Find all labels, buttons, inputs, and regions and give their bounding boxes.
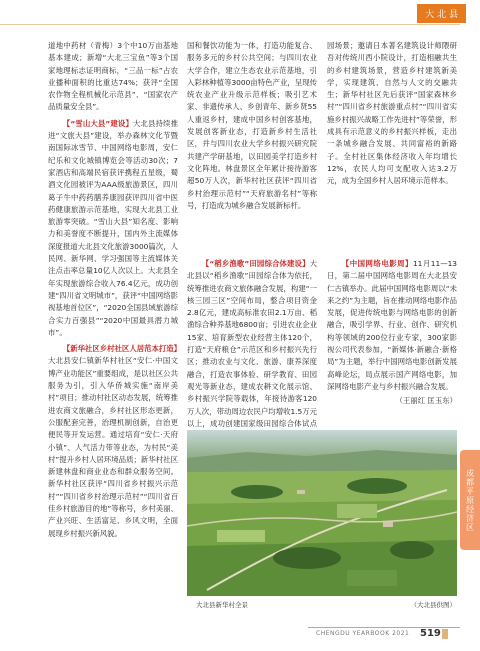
section-header-label: 大 北 县 [417,4,466,23]
intro-paragraph: 道地中药材（青梅）3个中10万亩基地基本建成；新增“大北三宝鱼”等3个国家地理标志证明商标，“三品一标”占农业播种面积的比重达74%；获评“全国农作物全程机械化示范县”、“国家农产品质量安全县”。 [48,41,178,112]
section-xinhua-community [48,343,182,540]
column-right-lower [327,258,457,424]
section-title-rice-fish: 【“稻乡渔歌”田园综合体建设】 [201,259,310,268]
column-middle-top [187,40,317,252]
section-title-xinhua-community: 【新华社区乡村社区人居范本打造】 [62,344,182,354]
author-credit: （王丽红 匡玉东） [395,396,457,406]
column-middle-lower [187,258,318,428]
region-side-tab [460,450,480,550]
journal-name: CHENGDU YEARBOOK 2021 [316,630,410,637]
page-marker-bar [442,629,448,639]
page-number: 519 [420,628,441,639]
middle-top-paragraph: 国和餐饮功能为一体，打造功能复合、服务多元的乡村公共空间；与四川农业大学合作，建立生态农业示范基地，引入彩林种植等3000亩特色产业，呈现传统农业产业升级示范样板；吸引艺术家、非遗传承人、乡创青年、新乡贤55人重返乡村，建成中国乡村创客基地，发展创客新业态，打造新乡村生活社区，并与四川农业大学乡村振兴研究院共建产学研基地，以田园美学打造乡村文化阵地。林盘景区全年累计接待游客超50万人次，新华村社区获评“四川省乡村治理示范村”“天府旅游名村”等称号，打造成为城乡融合发展新标杆。 [187,41,317,210]
section-film-week [327,258,457,393]
section-rice-fish [187,258,317,442]
right-top-paragraph: 园场景；邀请日本著名建筑设计师隈研吾对传统川西小院设计，打造相融共生的乡村建筑场景，营造乡村建筑新美学，实现建筑、自然与人文的交融共生；新华村社区先后获评“国家森林乡村”“四川省乡村旅游重点村”“四川省实施乡村振兴战略工作先进村”等荣誉，形成具有示范意义的乡村振兴样板，走出一条城乡融合发展、共同富裕的新路子。全村社区集体经济收入年均增长12%，农民人均可支配收入达3.2万元，成为全国乡村人居环境示范样本。 [327,41,457,186]
section-title-snow-county: 【“雪山大县”建设】 [62,118,133,128]
section-snow-county [48,118,178,339]
section-body-film-week: 11月11—13日，第二届中国网络电影周在大北县安仁古镇举办。此届中国网络电影周以“未来之约”为主题，旨在推动网络电影作品发展，促进传统电影与网络电影的创新融合，吸引学界、行业、创作、研究机构等领域的200位行业专家，300家影视公司代表参加，“新媒体·新融合·新格局”为主题，举行中国网络电影创新发展高峰论坛，局点展示国产网络电影，加深网络电影产业与乡村振兴融合发展。 [327,259,457,391]
region-side-tab-label: 成都平原经济区 [465,468,475,532]
section-body-rice-fish: 大北县以“稻乡渔歌”田园综合体为依托，统筹推进农商文旅体融合发展，构建“一核三园三区”空间布局，整合项目资金2.8亿元，建成高标准农田2.1万亩、稻渔综合种养基地6800亩；引进农业企业15家、培育新型农业经营主体120个，打造“天府粮仓”示范区和乡村振兴先行区；推动农业与文化、旅游、康养深度融合，打造农事体验、研学教育、田园观光等新业态，建成农耕文化展示馆、乡村振兴学院等载体，年接待游客120万人次，带动周边农民户均增收1.5万元以上，成功创建国家级田园综合体试点 [187,259,318,428]
aerial-photo [187,430,457,596]
section-body-snow-county: 大北县持续推进“文旅大县”建设，举办森林文化节暨南国际冰雪节、中国网络电影周，安仁纪乐和文化城镇博览会等活动30次；7家酒店和高端民宿获评携程五星级，蜀酒文化园被评为AAA级旅游景区，四川葛子牛中药药膳养康园获评四川省中医药健康旅游示范基地，实现大北县工业旅游零突破。“雪山大县”知名度、影响力和美誉度不断提升，国内外主流媒体深度报道大北县文化旅游3000篇次，人民网、新华网、学习强国等主流媒体关注点击率总量10亿人次以上。大北县全年实现旅游综合收入76.4亿元，成功创建“四川省文明城市”，获评“中国网络影视基地首位区”，“2020全国县域旅游综合实力百强县”“2020中国最具潜力城市”。 [48,118,178,337]
section-body-xinhua-community: 大北县安仁镇新华村社区“安仁·中国文博产业功能区”重要组成，是以社区公共服务为引，引入华侨城实施“南岸美村”项目；推动村社区动态发展，统筹推进农商文旅融合，乡村社区形态更新，公服配套完善，治理机制创新，自治更便民等开发运营。通过培育“安仁·天府小镇”、人气活力带等业态，为村民“美村”提升乡村人居环境品质；新华村社区新建林盘和商业业态和群众服务空间。新华村社区获评“四川省乡村振兴示范村”“四川省乡村治理示范村”“四川省百佳乡村旅游目的地”等称号，乡村美丽、产业兴旺、生活富足、乡风文明，全面展现乡村振兴新风貌。 [48,356,178,538]
column-right-top [327,40,457,252]
section-title-film-week: 【中国网络电影周】 [341,259,413,268]
aerial-landscape-image [187,430,457,596]
photo-credit: （大北县供图） [410,601,456,609]
photo-caption: 大北县新华村全景 [196,601,248,609]
header-rule [0,24,460,25]
column-left [48,40,182,600]
